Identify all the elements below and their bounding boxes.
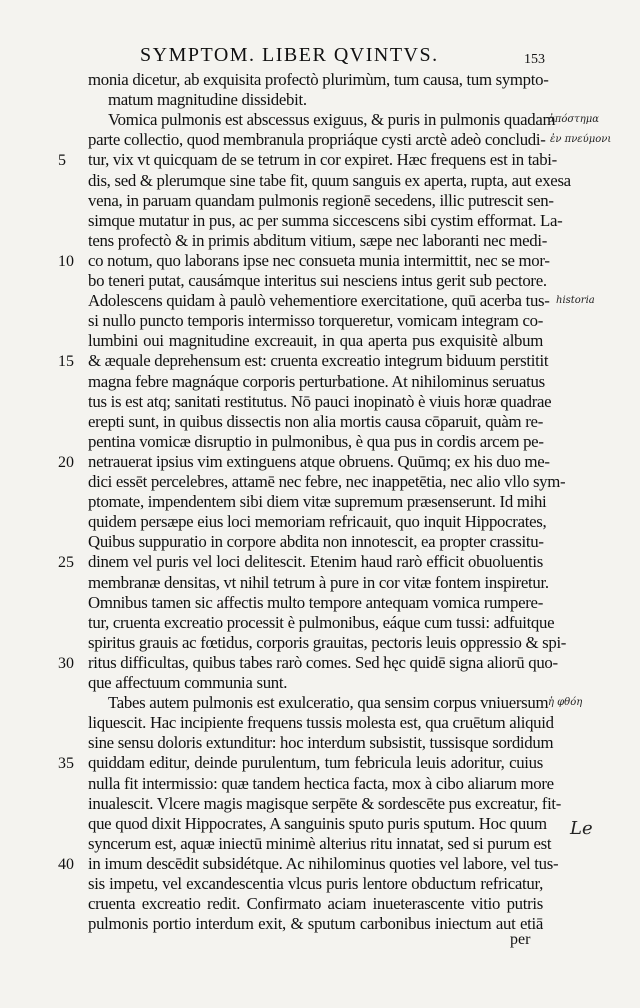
text-line: [0, 311, 640, 331]
text-line: [0, 251, 640, 271]
page-number: 153: [524, 52, 545, 67]
text-line: [0, 472, 640, 492]
text-line: [0, 874, 640, 894]
text-line: [0, 372, 640, 392]
running-head: SYMPTOM. LIBER QVINTVS.: [140, 44, 439, 66]
line-text: Vomica pulmonis est abscessus exiguus, & puris in pulmonis quadam: [108, 110, 556, 130]
catchword: per: [510, 931, 531, 948]
line-text: parte collectio, quod membranula propriáque cysti arctè adeò concludi-: [88, 130, 546, 150]
line-text: magna febre magnáque corporis perturbatione. At nihilominus seruatus: [88, 371, 545, 391]
line-text: inualescit. Vlcere magis magisque serpēte & sordescēte pus excreatur, fit-: [88, 793, 562, 813]
line-number: 15: [58, 353, 74, 371]
text-line: [0, 774, 640, 794]
marginal-note: ἐν πνεύμονι: [550, 134, 612, 146]
line-text: netrauerat ipsius vim extinguens atque obruens. Quūmq; ex his duo me-: [88, 451, 550, 471]
text-line: [0, 211, 640, 231]
text-line: [0, 231, 640, 251]
line-number: 20: [58, 453, 74, 471]
line-text: cruenta excreatio redit. Confirmato aciam inueterascente vitio putris: [88, 894, 543, 914]
line-text: & æquale deprehensum est: cruenta excreatio integrum biduum perstitit: [88, 351, 549, 371]
text-line: [0, 492, 640, 512]
marginal-note: Le: [570, 817, 593, 839]
text-line: [0, 110, 640, 130]
line-text: ptomate, impendentem sibi diem vitæ supremum præsenserunt. Id mihi: [88, 492, 547, 512]
text-line: [0, 331, 640, 351]
text-line: [0, 452, 640, 472]
text-line: [0, 351, 640, 371]
text-line: [0, 894, 640, 914]
line-text: Omnibus tamen sic affectis multo tempore antequam vomica rumpere-: [88, 592, 543, 612]
line-text: pulmonis portio interdum exit, & sputum carbonibus iniectum aut etiā: [88, 914, 543, 934]
text-line: [0, 512, 640, 532]
line-text: que quod dixit Hippocrates, A sanguinis sputo puris sputum. Hoc quum: [88, 813, 547, 833]
line-text: monia dicetur, ab exquisita profectò plurimùm, tum causa, tum sympto-: [88, 70, 549, 89]
text-line: [0, 794, 640, 814]
text-line: [0, 673, 640, 693]
text-line: [0, 392, 640, 412]
line-text: nulla fit intermissio: quæ tandem hectica facta, mox à cibo aliarum more: [88, 773, 554, 793]
line-text: dis, sed & plerumque sine tabe fit, quum sanguis ex aperta, rupta, aut exesa: [88, 170, 571, 190]
text-line: [0, 573, 640, 593]
line-text: Quibus suppuratio in corpore abdita non innotescit, ea propter crassitu-: [88, 532, 544, 552]
text-line: [0, 90, 640, 110]
text-line: [0, 291, 640, 311]
line-text: spiritus grauis ac fœtidus, corporis grauitas, pectoris leuis oppressio & spi-: [88, 632, 567, 652]
text-line: [0, 532, 640, 552]
text-line: [0, 412, 640, 432]
line-text: co notum, quo laborans ipse nec consueta munia intermittit, nec se mor-: [88, 250, 550, 270]
text-line: [0, 552, 640, 572]
line-text: in imum descēdit subsidétque. Ac nihilominus quoties vel labore, vel tus-: [88, 853, 559, 873]
line-text: Tabes autem pulmonis est exulceratio, qua sensim corpus vniuersum: [108, 693, 549, 713]
line-number: 30: [58, 654, 74, 672]
line-text: si nullo puncto temporis intermisso torqueretur, vomicam integram co-: [88, 311, 543, 331]
text-line: [0, 834, 640, 854]
line-number: 10: [58, 252, 74, 270]
text-line: [0, 593, 640, 613]
line-number: 35: [58, 755, 74, 773]
line-text: dinem vel puris vel loci delitescit. Etenim haud rarò efficit obuoluentis: [88, 552, 543, 572]
line-number: 5: [58, 152, 66, 170]
text-line: [0, 171, 640, 191]
line-text: syncerum est, aquæ iniectū minimè alterius ritu innatat, sed si purum est: [88, 833, 552, 853]
page-header: [0, 40, 640, 70]
line-text: sis impetu, vel excandescentia vlcus puris lentore obductum refricatur,: [88, 874, 543, 893]
text-line: [0, 653, 640, 673]
line-text: sine sensu doloris extunditur: hoc interdum subsistit, tussisque sordidum: [88, 733, 554, 753]
line-text: matum magnitudine dissidebit.: [108, 90, 307, 110]
line-text: tus is est atq; sanitati restitutus. Nō pauci inopinatò è viuis horæ quadrae: [88, 391, 552, 411]
text-line: [0, 633, 640, 653]
text-line: [0, 713, 640, 733]
line-text: vena, in paruam quandam pulmonis regionē secedens, illic putrescit sen-: [88, 190, 554, 210]
line-text: tur, vix vt quicquam de se tetrum in cor expiret. Hæc frequens est in tabi-: [88, 150, 557, 170]
text-line: [0, 854, 640, 874]
line-number: 25: [58, 554, 74, 572]
text-line: [0, 70, 640, 90]
line-text: que affectuum communia sunt.: [88, 673, 288, 692]
line-text: simque mutatur in pus, ac per summa siccescens sibi cystim efformat. La-: [88, 210, 563, 230]
text-line: [0, 150, 640, 170]
text-line: [0, 914, 640, 934]
line-text: lumbini oui magnitudine excreauit, in qua aperta pus exquisitè album: [88, 331, 543, 351]
line-text: bo teneri putat, causámque interitus sui nesciens intus gerit sub pectore.: [88, 271, 547, 290]
line-text: liquescit. Hac incipiente frequens tussis molesta est, qua cruētum aliquid: [88, 713, 554, 733]
line-text: tur, cruenta excreatio processit è pulmonibus, eáque cum tussi: adfuitque: [88, 612, 555, 632]
text-line: [0, 432, 640, 452]
text-line: [0, 753, 640, 773]
line-text: Adolescens quidam à paulò vehementiore exercitatione, quū acerba tus-: [88, 291, 550, 311]
marginal-note: ἡ φθόη: [548, 697, 583, 709]
line-text: ritus difficultas, quibus tabes rarò comes. Sed hęc quidē signa aliorū quo-: [88, 652, 558, 672]
marginal-note: historia: [556, 295, 595, 307]
line-number: 40: [58, 855, 74, 873]
marginal-note: ἀπόστημα: [548, 114, 599, 126]
line-text: quidem persæpe eius loci memoriam refricauit, quo inquit Hippocrates,: [88, 512, 547, 532]
text-line: [0, 613, 640, 633]
text-line: [0, 814, 640, 834]
line-text: erepti sunt, in quibus dissectis non alia mortis causa cōparuit, quàm re-: [88, 411, 543, 431]
line-text: quiddam editur, deinde purulentum, tum febricula leuis adoritur, cuius: [88, 753, 543, 773]
text-line: [0, 693, 640, 713]
line-text: pentina vomicæ disruptio in pulmonibus, è qua pus in cordis arcem pe-: [88, 431, 544, 451]
line-text: dici essēt percelebres, attamē nec febre, nec inappetētia, nec alio vllo sym-: [88, 472, 566, 491]
text-line: [0, 271, 640, 291]
text-line: [0, 733, 640, 753]
text-line: [0, 191, 640, 211]
text-line: [0, 130, 640, 150]
line-text: tens profectò & in primis abditum vitium, sæpe nec laboranti nec medi-: [88, 230, 548, 250]
line-text: membranæ densitas, vt nihil tetrum à pure in cor vitæ fontem inspiretur.: [88, 572, 549, 592]
